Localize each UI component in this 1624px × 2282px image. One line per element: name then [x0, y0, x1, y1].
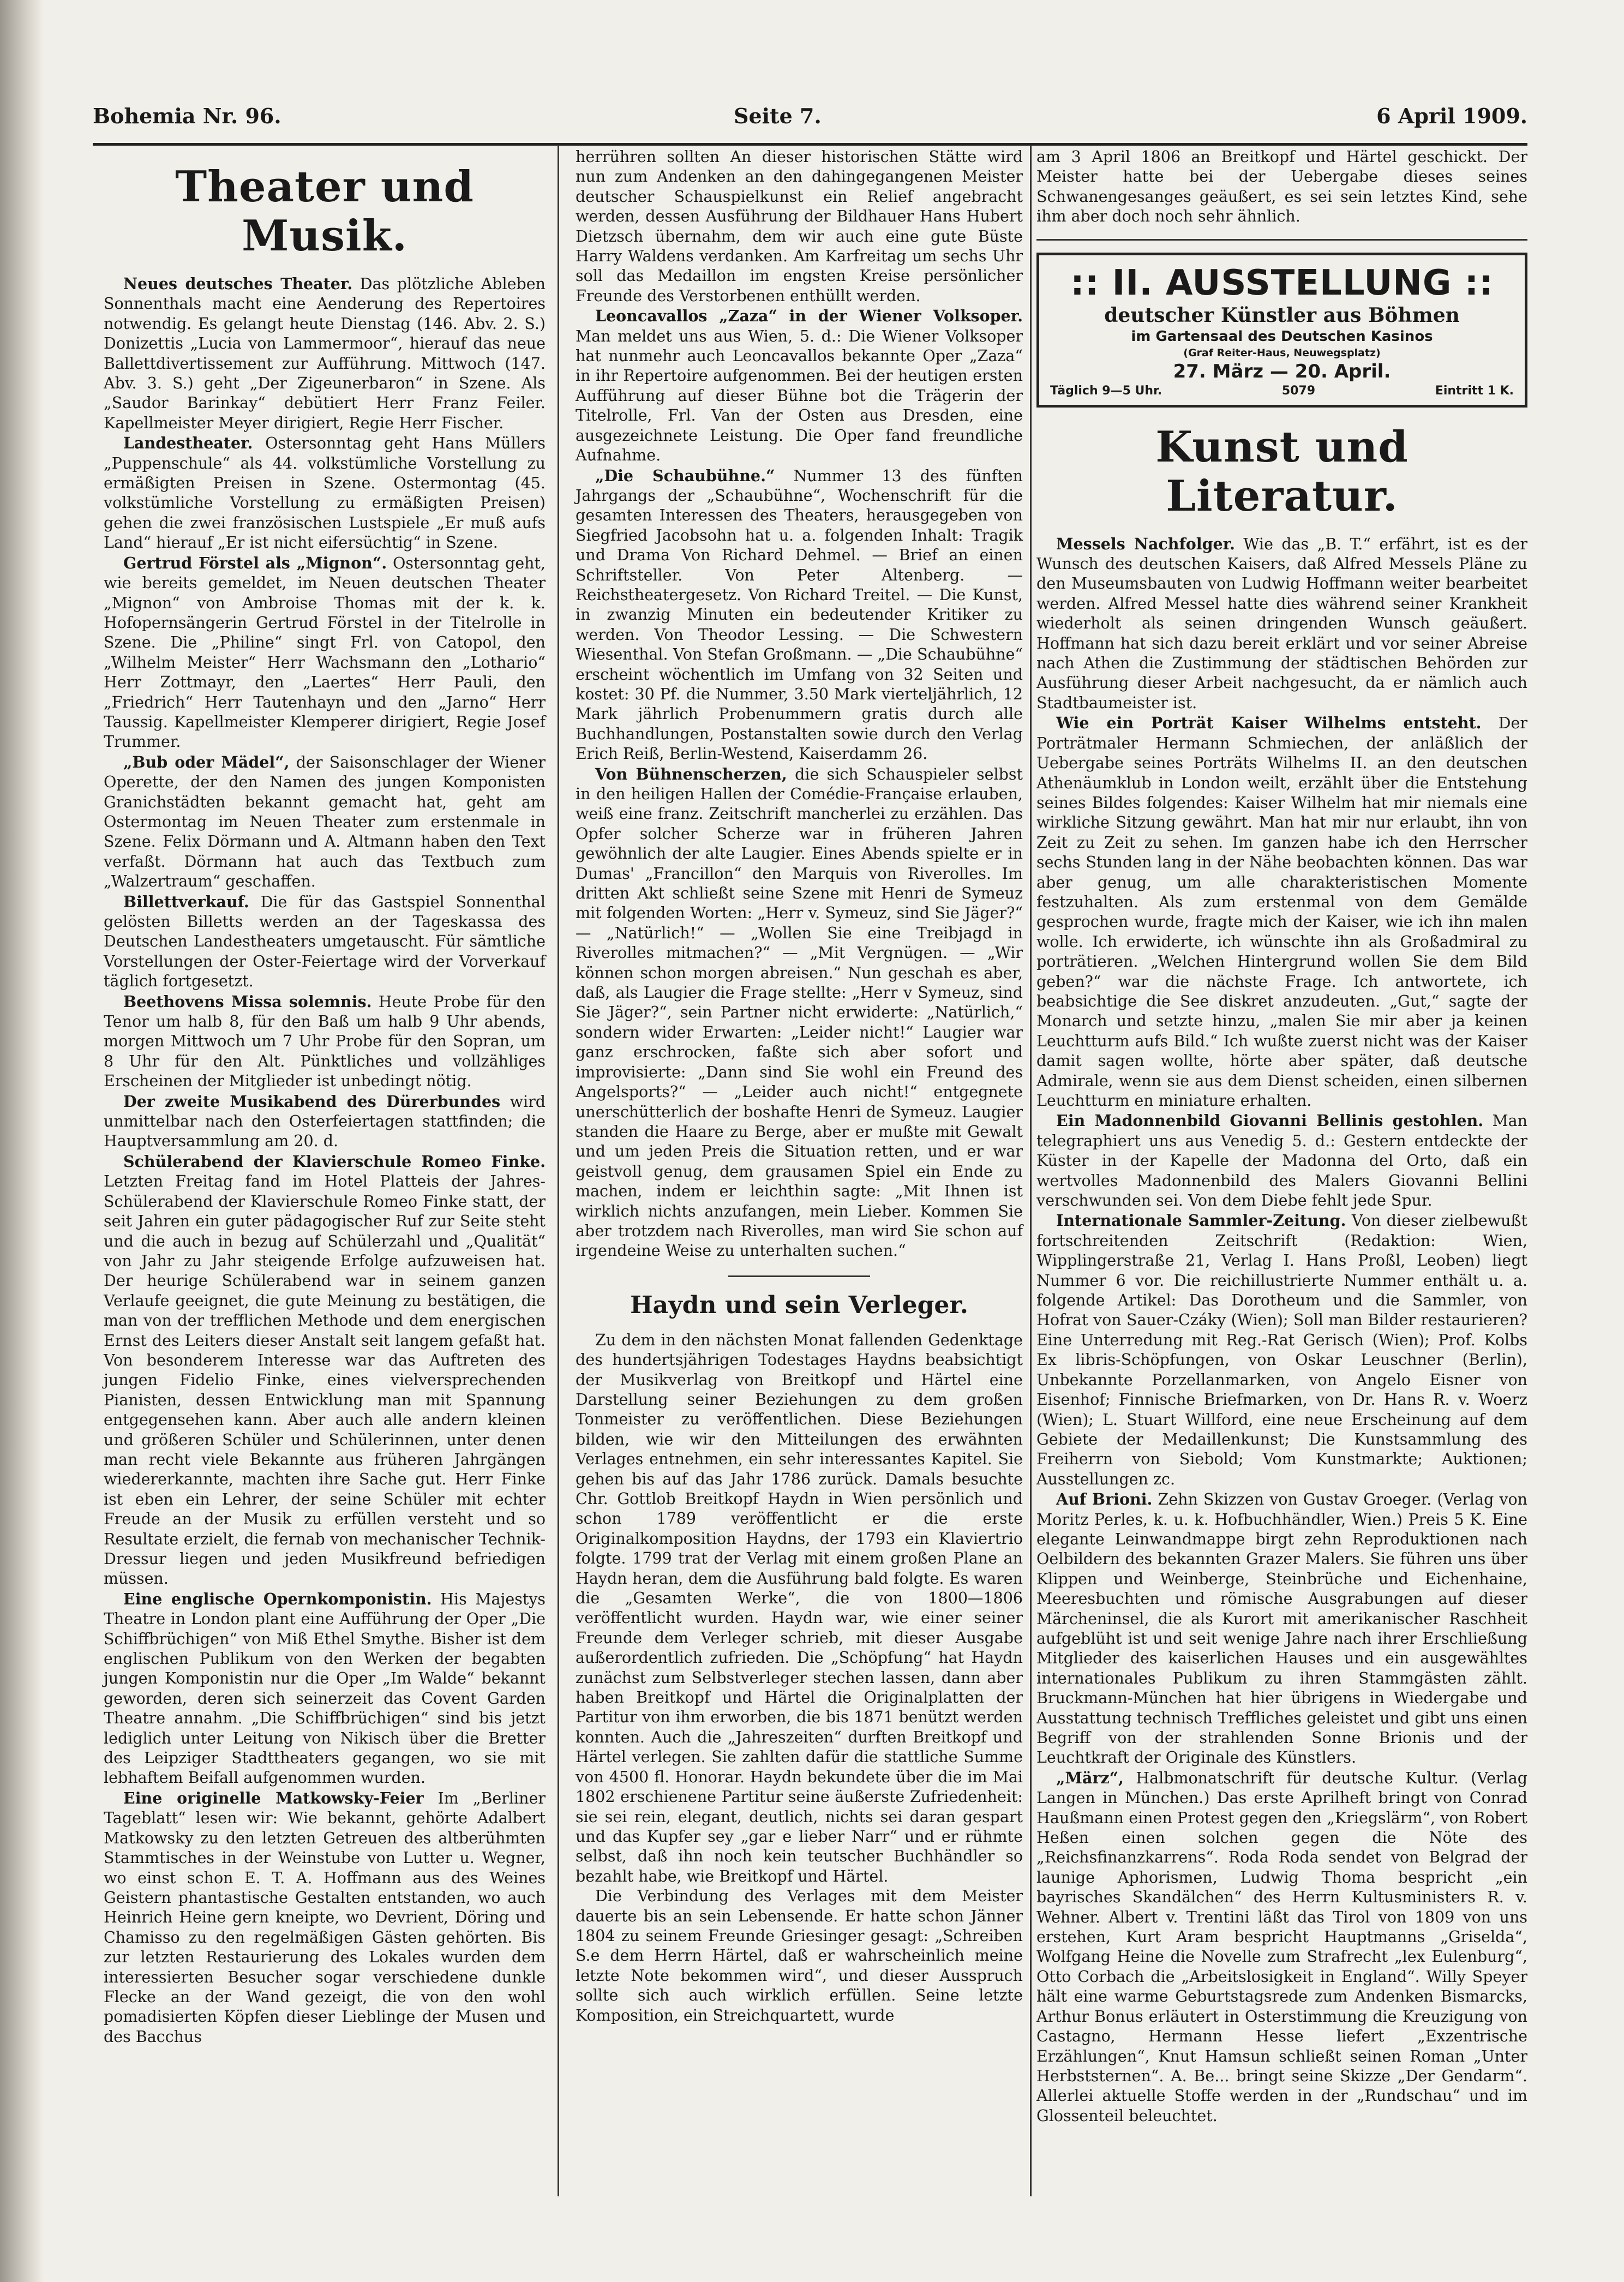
- article-body: Ostersonntag geht, wie bereits gemeldet, im Neuen deutschen Theater „Mignon“ von Ambroise Thomas mit der k. k. Hofopernsängerin Gertrud Förstel in der Titelrolle in Szene. Die „Philine“ singt Frl. von Catopol, den „Wilhelm Meister“ Herr Wachsmann den „Lothario“ Herr Zottmayr, den „Laertes“ Herr Pauli, den „Friedrich“ Herr Tautenhayn und den „Jarno“ Herr Taussig. Kapellmeister Klemperer dirigiert, Regie Josef Trummer.: [104, 554, 546, 751]
- article-headline: Messels Nachfolger.: [1056, 534, 1235, 553]
- article: [104, 274, 546, 433]
- column-rule: [1030, 145, 1032, 2196]
- article-list: [1036, 534, 1527, 2127]
- article-body: Man meldet uns aus Wien, 5. d.: Die Wiener Volksoper hat nunmehr auch Leoncavallos bekannte Oper „Zaza“ in ihr Repertoire aufgenommen. Bei der heutigen ersten Aufführung auf dieser Bühne bot die Trägerin der Titelrolle, Frl. Van der Osten aus Dresden, eine ausgezeichnete Leistung. Die Oper fand freundliche Aufnahme.: [576, 327, 1023, 465]
- article-headline: Beethovens Missa solemnis.: [123, 992, 372, 1011]
- article: [1036, 1489, 1527, 1768]
- article: [104, 1589, 546, 1788]
- article-headline: Landestheater.: [123, 434, 253, 453]
- article: [1036, 1211, 1527, 1489]
- column-rule: [558, 145, 559, 2196]
- article-body: Der Porträtmaler Hermann Schmiechen, der anläßlich der Uebergabe seines Porträts Wilhelms II. an den deutschen Athenäumklub in London weilt, erzählt über die Entstehung seines Bildes folgendes: Kaiser Wilhelm hat mir niemals eine wirkliche Sitzung gewährt. Man hat mir nur erlaubt, ihn von Zeit zu Zeit zu sehen. Im ganzen habe ich den Herrscher sechs Stunden lang in der Nähe beobachten können. Das war aber genug, um alle charakteristischen Momente festzuhalten. Als zum erstenmal von dem Gemälde gesprochen wurde, fragte mich der Kaiser, wie ich ihn malen wolle. Ich erwiderte, ich wünschte ihn als Großadmiral zu porträtieren. „Welchen Hintergrund wollen Sie dem Bild geben?“ war die nächste Frage. Ich antwortete, ich beabsichtige die See diskret anzudeuten. „Gut,“ sagte der Monarch und setzte hinzu, „malen Sie mir aber ja keinen Leuchtturm aufs Bild.“ Ich wußte zuerst nicht was der Kaiser damit sagen wollte, hörte aber später, daß deutsche Admirale, wenn sie aus dem Dienst scheiden, einen silbernen Leuchtturm en miniature erhalten.: [1036, 714, 1527, 1110]
- article-body: Ostersonntag geht Hans Müllers „Puppenschule“ als 44. volkstümliche Vorstellung zu ermäßigten Preisen in Szene. Ostermontag (45. volkstümliche Vorstellung zu ermäßigten Preisen) gehen die zwei französischen Lustspiele „Er muß aufs Land“ hierauf „Er ist nicht eifersüchtig“ in Szene.: [104, 434, 546, 552]
- article-paragraph: Die Verbindung des Verlages mit dem Meister dauerte bis an sein Lebensende. Er hatte schon Jänner 1804 zu seinem Freunde Griesinger gesagt: „Schreiben S.e dem Herrn Härtel, daß er wahrscheinlich meine letzte Note bekommen wird“, und dieser Ausspruch sollte sich auch wirklich erfüllen. Seine letzte Komposition, ein Streichquartett, wurde: [576, 1887, 1023, 2025]
- article-headline: Eine originelle Matkowsky-Feier: [123, 1788, 424, 1807]
- article-body: Letzten Freitag fand im Hotel Platteis der Jahres-Schülerabend der Klavierschule Romeo Finke statt, der seit Jahren ein guter pädagogischer Ruf zur Seite steht und die auch in bezug auf Schülerzahl und „Qualität“ von Jahr zu Jahr steigende Erfolge aufzuweisen hat. Der heurige Schülerabend war in seinem ganzen Verlaufe geeignet, die gute Meinung zu bestätigen, die man von der trefflichen Methode und dem energischen Ernst des Leiters dieser Anstalt seit langem gefaßt hat. Von besonderem Interesse war das Auftreten des jungen Fidelio Finke, eines vielversprechenden Pianisten, dessen Entwicklung man mit Spannung entgegensehen kann. Aber auch alle andern kleinen und größeren Schüler und Schülerinnen, unter denen man recht viele Bekannte aus früheren Jahrgängen wiedererkannte, machten ihre Sache gut. Herr Finke ist eben ein Lehrer, der seine Schüler mit echter Freude an der Musik zu erfüllen versteht und so Resultate erzielt, die fernab von mechanischer Technik-Dressur liegen und jeden Musikfreund befriedigen müssen.: [104, 1172, 546, 1588]
- continued-text: herrühren sollten An dieser historischen Stätte wird nun zum Andenken an den dahingegangenen Meister deutscher Schauspielkunst ein Relief angebracht werden, dessen Ausführung der Bildhauer Hans Hubert Dietzsch übernahm, dem wir auch eine gute Büste Harry Waldens verdanken. Am Karfreitag um sechs Uhr soll das Medaillon im engsten Kreise persönlicher Freunde des Verstorbenen enthüllt werden.: [576, 148, 1023, 305]
- article-headline: „Bub oder Mädel“,: [123, 752, 290, 771]
- ad-address: (Graf Reiter-Haus, Neuwegsplatz): [1183, 346, 1381, 359]
- article-body: Die für das Gastspiel Sonnenthal gelösten Billetts werden an der Tageskassa des Deutschen Landestheaters umgetauscht. Für sämtliche Vorstellungen der Oster-Feiertage wird der Vorverkauf täglich fortgesetzt.: [104, 893, 546, 991]
- article-body: wird unmittelbar nach den Osterfeiertagen stattfinden; die Hauptversammlung am 20. d.: [104, 1092, 546, 1151]
- ad-subtitle: deutscher Künstler aus Böhmen: [1104, 303, 1460, 327]
- article: [1036, 713, 1527, 1111]
- ad-hours: Täglich 9—5 Uhr.: [1050, 384, 1162, 398]
- article-headline: Internationale Sammler-Zeitung.: [1056, 1211, 1346, 1230]
- article-title-haydn: Haydn und sein Verleger.: [630, 1291, 968, 1319]
- article-body: Nummer 13 des fünften Jahrgangs der „Schaubühne“, Wochenschrift für die gesamten Interessen des Theaters, herausgegeben von Siegfried Jacobsohn hat u. a. folgenden Inhalt: Tragik und Drama Von Richard Dehmel. — Brief an einen Schriftsteller. Von Peter Altenberg. — Reichstheatergesetz. Von Richard Treitel. — Die Kunst, in zwanzig Minuten ein bedeutender Kritiker zu werden. Von Theodor Lessing. — Die Schwestern Wiesenthal. Von Stefan Großmann. — „Die Schaubühne“ erscheint wöchentlich im Umfang von 32 Seiten und kostet: 30 Pf. die Nummer, 3.50 Mark vierteljährlich, 12 Mark jährlich Probenummern gratis durch alle Buchhandlungen, Postanstalten sowie durch den Verlag Erich Reiß, Berlin-Westend, Kaiserdamm 26.: [576, 466, 1023, 763]
- header-newspaper: Bohemia Nr. 96.: [93, 104, 281, 128]
- article: [104, 752, 546, 892]
- article-headline: Billettverkauf.: [123, 892, 249, 911]
- article-headline: Ein Madonnenbild Giovanni Bellinis gestohlen.: [1056, 1111, 1484, 1130]
- article-headline: Auf Brioni.: [1056, 1490, 1153, 1509]
- binding-shadow: [0, 0, 44, 2282]
- header-date: 6 April 1909.: [1376, 104, 1527, 128]
- ad-number: 5079: [1281, 384, 1316, 398]
- article-body: der Saisonschlager der Wiener Operette, der den Namen des jungen Komponisten Granichstädten bekannt gemacht hat, geht am Ostermontag im Neuen Theater zum erstenmale in Szene. Felix Dörmann und A. Altmann haben den Text verfaßt. Dörmann hat auch das Textbuch zum „Walzertraum“ geschaffen.: [104, 753, 546, 891]
- article-body: His Majestys Theatre in London plant eine Aufführung der Oper „Die Schiffbrüchigen“ von Miß Ethel Smythe. Bisher ist dem englischen Publikum von den Werken der begabten jungen Komponistin nur die Oper „Im Walde“ bekannt geworden, deren sich seinerzeit das Covent Garden Theatre annahm. „Die Schiffbrüchigen“ sind bis jetzt lediglich unter Leitung von Nikisch über die Bretter des Leipziger Stadttheaters gegangen, wo sie mit lebhaftem Beifall aufgenommen wurden.: [104, 1590, 546, 1787]
- article-body: Zehn Skizzen von Gustav Groeger. (Verlag von Moritz Perles, k. u. k. Hofbuchhändler, Wien.) Preis 5 K. Eine elegante Leinwandmappe birgt zehn Reproduktionen nach Oelbildern des bekannten Grazer Malers. Sie führen uns über Klippen und Weinberge, Steinbrüche und Eichenhaine, Meeresbuchten und römische Ausgrabungen auf dieser Märcheninsel, die als Kurort mit amerikanischer Raschheit aufgeblüht ist und seit wenige Jahre nach ihrer Erschließung Mitglieder des kaiserlichen Hauses und ein ausgewähltes internationales Publikum zu ihren Stammgästen zählt. Bruckmann-München hat hier übrigens in Wiedergabe und Ausstattung technisch Treffliches geleistet und gibt uns einen Begriff von der strahlenden Sonne Brionis und der Leuchtkraft der Originale des Künstlers.: [1036, 1490, 1527, 1767]
- column-2: [576, 147, 1023, 2026]
- column-3: [1036, 147, 1527, 2126]
- article-body: Von dieser zielbewußt fortschreitenden Zeitschrift (Redaktion: Wien, Wipplingerstraße 21, Verlag I. Hans Proßl, Leoben) liegt Nummer 6 vor. Die reichillustrierte Nummer enthält u. a. folgende Artikel: Das Dorotheum und die Sammler, von Hofrat von Sauer-Czáky (Wien); Soll man Bilder restaurieren? Eine Unterredung mit Reg.-Rat Gerisch (Wien); Prof. Kolbs Ex libris-Schöpfungen, von Oskar Leuschner (Berlin), Unbekannte Porzellanmarken, von Angelo Eisner von Eisenhof; Finnische Briefmarken, von Dr. Hans R. v. Woerz (Wien); L. Stuart Willford, eine neue Erscheinung auf dem Gebiete der Medaillenkunst; Die Kunstsammlung des Freiherrn von Siebold; Vom Kunstmarkte; Auktionen; Ausstellungen zc.: [1036, 1212, 1528, 1488]
- article: [104, 992, 546, 1092]
- page-header: [93, 98, 1527, 142]
- continued-text: am 3 April 1806 an Breitkopf und Härtel geschickt. Der Meister hatte bei der Uebergabe dieses seines Schwanengesanges geäußert, es sei sein letztes Kind, sehe ihm aber doch noch sehr ähnlich.: [1036, 148, 1527, 226]
- header-page-number: Seite 7.: [734, 104, 822, 128]
- article-body: Im „Berliner Tageblatt“ lesen wir: Wie bekannt, gehörte Adalbert Matkowsky zu den letzten Getreuen des altberühmten Stammtisches in der Weinstube von Lutter u. Wegner, wo einst schon E. T. A. Hoffmann aus des Weines Geistern phantastische Gestalten entstanden, wo auch Heinrich Heine gern kneipte, wo Devrient, Döring und Chamisso zu den regelmäßigen Gästen gehörten. Bis zur letzten Restaurierung des Lokales wurden dem interessierten Besucher sogar verschiedene dunkle Flecke an der Wand gezeigt, die von den wohl pomadisierten Köpfen dieser Lieblinge der Musen und des Bacchus: [104, 1789, 546, 2046]
- ad-footer: [1046, 383, 1518, 399]
- article: [104, 1092, 546, 1152]
- article-headline: Wie ein Porträt Kaiser Wilhelms entsteht.: [1056, 714, 1482, 733]
- ad-venue: im Gartensaal des Deutschen Kasinos: [1131, 328, 1433, 345]
- article: [576, 466, 1023, 764]
- article: [1036, 534, 1527, 714]
- column-1: [104, 147, 546, 2047]
- article: [1036, 1768, 1527, 2126]
- article-headline: Eine englische Opernkomponistin.: [123, 1589, 432, 1608]
- ad-title: :: II. AUSSTELLUNG ::: [1070, 262, 1494, 303]
- article-list: [576, 306, 1023, 1261]
- article-body: Halbmonatschrift für deutsche Kultur. (Verlag Langen in München.) Das erste Aprilheft bringt von Conrad Haußmann einen Protest gegen den „Kriegslärm“, von Robert Heßen einen solchen gegen die Nöte des „Reichsfinanzkarrens“. Roda Roda sendet von Belgrad der launige Aphorismen, Ludwig Thoma bespricht „ein bayrisches Skandälchen“ des Herrn Kultusministers R. v. Wehner. Albert v. Trentini läßt das Tirol von 1809 von uns erstehen, Kurt Aram bespricht Hauptmanns „Griselda“, Wolfgang Heine die Novelle zum Strafrecht „lex Eulenburg“, Otto Corbach die „Arbeitslosigkeit in England“. Willy Speyer hält eine warme Geburtstagsrede zum Andenken Bismarcks, Arthur Bonus erläutert in Osterstimmung die Kreuzigung von Castagno, Hermann Hesse liefert „Exzentrische Erzählungen“, Knut Hamsun schließt seinen Roman „Unter Herbststernen“. A. Be... bringt seine Skizze „Der Gendarm“. Allerlei aktuelle Stoffe werden in der „Rundschau“ und im Glossenteil beleuchtet.: [1036, 1769, 1527, 2125]
- article-body: Das plötzliche Ableben Sonnenthals macht eine Aenderung des Repertoires notwendig. Es gelangt heute Dienstag (146. Abv. 2. S.) Donizettis „Lucia von Lammermoor“, hierauf das neue Ballettdivertissement zur Aufführung. Mittwoch (147. Abv. 3. S.) geht „Der Zigeunerbaron“ in Szene. Als „Saudor Barinkay“ debütiert Herr Franz Feiler. Kapellmeister Meyer dirigiert, Regie Herr Fischer.: [104, 275, 546, 432]
- article-list: [104, 274, 546, 2047]
- header-rule: [93, 143, 1527, 146]
- article: [1036, 1111, 1527, 1211]
- article-headline: „Die Schaubühne.“: [595, 466, 775, 485]
- article: [104, 433, 546, 553]
- article-body: Wie das „B. T.“ erfährt, ist es der Wunsch des deutschen Kaisers, daß Alfred Messels Pläne zu den Museumsbauten von Ludwig Hoffmann weiter bearbeitet werden. Alfred Messel hatte dies während seiner Krankheit wiederholt als seinen dringenden Wunsch geäußert. Hoffmann hat sich dazu bereit erklärt und vor seiner Abreise nach Athen die Zustimmung der städtischen Behörden zur Ausführung dieser Arbeit nachgesucht, da er nämlich auch Stadtbaumeister ist.: [1036, 535, 1527, 712]
- article-paragraph: Zu dem in den nächsten Monat fallenden Gedenktage des hundertsjährigen Todestages Haydns beabsichtigt der Musikverlag von Breitkopf und Härtel eine Darstellung seiner Beziehungen zu dem großen Tonmeister zu veröffentlichen. Diese Beziehungen bilden, wie wir den Mitteilungen des erwähnten Verlages entnehmen, ein sehr interessantes Kapitel. Sie gehen bis auf das Jahr 1786 zurück. Damals besuchte Chr. Gottlob Breitkopf Haydn in Wien persönlich und schon 1789 veröffentlicht er die erste Originalkomposition Haydns, der 1793 ein Klaviertrio folgte. 1799 trat der Verlag mit einem großen Plane an Haydn heran, dem die Ausführung bald folgte. Es waren die „Gesamten Werke“, die von 1800—1806 veröffentlicht wurden. Haydn war, wie einer seiner Freunde dem Verleger schrieb, mit dieser Ausgabe außerordentlich zufrieden. Die „Schöpfung“ hat Haydn zunächst zum Selbstverleger stechen lassen, dann aber haben Breitkopf und Härtel die Originalplatten der Partitur von ihm erworben, die bis 1871 benützt werden konnten. Auch die „Jahreszeiten“ durften Breitkopf und Härtel verlegen. Sie zahlten dafür die stattliche Summe von 4500 fl. Honorar. Haydn bekundete über die im Mai 1802 erschienene Partitur seine äußerste Zufriedenheit: sie sei rein, elegant, deutlich, nichts sei daran gespart und das Kupfer sey „gar e lieber Narr“ und er rühmte selbst, daß ihn noch kein teutscher Buchhändler so bezahlt habe, wie Breitkopf und Härtel.: [576, 1331, 1023, 1885]
- article: [104, 1788, 546, 2047]
- section-title-kunst: Kunst und Literatur.: [1155, 422, 1409, 521]
- article: [104, 1152, 546, 1589]
- article: [104, 892, 546, 992]
- article-headline: „März“,: [1056, 1768, 1124, 1787]
- article-headline: Der zweite Musikabend des Dürerbundes: [123, 1092, 501, 1111]
- section-title-theater: Theater und Musik.: [175, 162, 474, 261]
- separator: [728, 1275, 870, 1277]
- article-body: die sich Schauspieler selbst in den heiligen Hallen der Comédie-Française erlauben, weiß eine franz. Zeitschrift mancherlei zu erzählen. Das Opfer solcher Scherze war in früheren Jahren gewöhnlich der alte Laugier. Eines Abends spielte er in Dumas' „Francillon“ den Marquis von Riverolles. Im dritten Akt schließt seine Szene mit Henri de Symeuz mit folgenden Worten: „Herr v. Symeuz, sind Sie Jäger?“ — „Natürlich!“ — „Wollen Sie eine Treibjagd in Riverolles mitmachen?“ — „Mit Vergnügen. — „Wir können schon morgen abreisen.“ Nun geschah es aber, daß, als Laugier die Frage stellte: „Herr v Symeuz, sind Sie Jäger?“, sein Partner nicht erwiderte: „Natürlich,“ sondern wider Erwarten: „Leider nicht!“ Laugier war ganz erschrocken, faßte sich aber sofort und improvisierte: „Dann sind Sie wohl ein Freund des Angelsports?“ — „Leider auch nicht!“ entgegnete unerschütterlich der boshafte Henri de Symeuz. Laugier standen die Haare zu Berge, aber er mußte mit Gewalt und um jeden Preis die Situation retten, und er war geistvoll genug, dem grausamen Spiel ein Ende zu machen, indem er leichthin sagte: „Mit Ihnen ist wirklich nichts anzufangen, mein Lieber. Kommen Sie aber trotzdem nach Riverolles, man wird Sie schon auf irgendeine Weise zu unterhalten suchen.“: [576, 765, 1023, 1260]
- article-body: Man telegraphiert uns aus Venedig 5. d.: Gestern entdeckte der Küster in der Kapelle der Madonna del Orto, daß ein wertvolles Madonnenbild des Malers Giovanni Bellini verschwunden sei. Von dem Diebe fehlt jede Spur.: [1036, 1112, 1527, 1210]
- article-headline: Gertrud Förstel als „Mignon“.: [123, 553, 387, 572]
- ad-entry: Eintritt 1 K.: [1435, 384, 1514, 398]
- article-body: Heute Probe für den Tenor um halb 8, für den Baß um halb 9 Uhr abends, morgen Mittwoch um 7 Uhr Probe für den Sopran, um 8 Uhr für den Alt. Pünktliches und vollzähliges Erscheinen der Mitglieder ist unbedingt nötig.: [104, 992, 546, 1091]
- exhibition-advertisement: [1036, 253, 1527, 408]
- article-headline: Von Bühnenscherzen,: [595, 764, 787, 783]
- article-headline: Neues deutsches Theater.: [123, 274, 353, 293]
- article-headline: Schülerabend der Klavierschule Romeo Finke.: [123, 1152, 546, 1171]
- ad-dates: 27. März — 20. April.: [1173, 360, 1391, 382]
- separator: [1036, 239, 1527, 241]
- article: [104, 553, 546, 752]
- article: [576, 764, 1023, 1261]
- article: [576, 306, 1023, 465]
- article-headline: Leoncavallos „Zaza“ in der Wiener Volksoper.: [595, 307, 1023, 326]
